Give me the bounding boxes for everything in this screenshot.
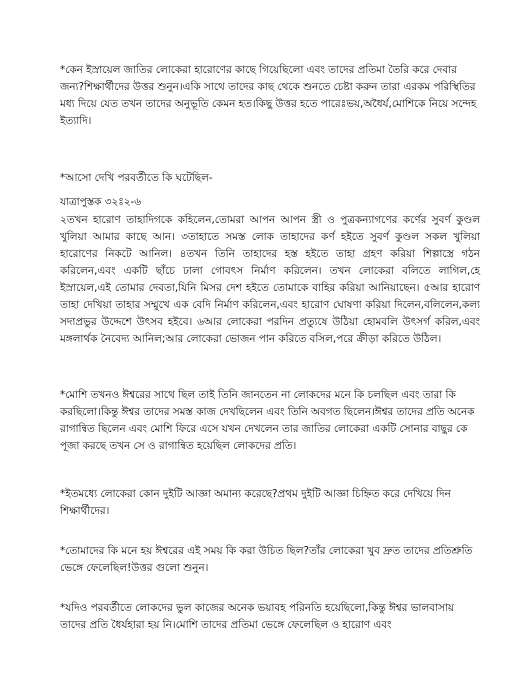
paragraph-commandments-broken: *ইতমধ্যে লোকেরা কোন দুইটি আজ্ঞা অমান্য করেছে?প্রথম দুইটি আজ্ঞা চিহ্নিত করে দেখিয়ে দিন শিক্ষার্থীদের। bbox=[60, 488, 451, 517]
scripture-passage: ২তখন হারোণ তাহাদিগকে কহিলেন,তোমরা আপন আপন স্ত্রী ও পুত্রকন্যাগণের কর্ণের সুবর্ণ কুণ্ডল খুলিয়া আমার কাছে আন। ৩তাহাতে সমস্ত লোক তাহাদের কর্ণ হইতে সুবর্ণ কুণ্ডল সকল খুলিয়া হারোণের নিকটে আনিল। ৪তখন তিনি তাহাদের হস্ত হইতে তাহা গ্রহণ করিয়া শিল্পাস্ত্রে গঠন করিলেন,এবং একটি ছাঁচে ঢালা গোবৎস নির্মাণ করিলেন। তখন লোকেরা বলিতে লাগিল,হে ইস্রায়েল,এই তোমার দেবতা,যিনি মিসর দেশ হইতে তোমাকে বাহির করিয়া আনিয়াছেন। ৫আর হারোণ তাহা দেখিয়া তাহার সম্মুখে এক বেদি নির্মাণ করিলেন,এবং হারোণ ঘোষণা করিয়া দিলেন,বলিলেন,কল্য সদাপ্রভুর উদ্দেশে উৎসব হইবে। ৬আর লোকেরা পরদিন প্রত্যুষে উঠিয়া হোমবলি উৎসর্গ করিল,এবং মঙ্গলার্থক নৈবেদ্য আনিল;আর লোকেরা ভোজন পান করিতে বসিল,পরে ক্রীড়া করিতে উঠিল। bbox=[60, 214, 480, 345]
scripture-reference: যাত্রাপুস্তক ৩২ঃ২-৬ bbox=[60, 196, 142, 208]
paragraph-moses-with-god: *মোশি তখনও ঈশ্বরের সাথে ছিল তাই তিনি জানতেন না লোকদের মনে কি চলছিল এবং তারা কি করছিলো।কিন্তু ঈশ্বর তাদের সমস্ত কাজ দেখছিলেন এবং তিনি অবগত ছিলেন।ঈশ্বর তাদের প্রতি অনেক রাগান্বিত ছিলেন এবং মোশি ফিরে এসে যখন দেখলেন তার জাতির লোকেরা একটি সোনার বাছুর কে পূজা করছে তখন সে ও রাগান্বিত হয়েছিল লোকদের প্রতি। bbox=[60, 389, 475, 452]
paragraph-what-happened-next: *আসো দেখি পরবর্তীতে কি ঘটেছিল- bbox=[60, 172, 213, 184]
paragraph-question-aaron: *কেন ইস্রায়েল জাতির লোকেরা হারোণের কাছে গিয়েছিলো এবং তাদের প্রতিমা তৈরি করে দেবার জন্য?শিক্ষার্থীদের উত্তর শুনুন।একি সাথে তাদের কাছ থেকে শুনতে চেষ্টা করুন তারা এরকম পরিস্থিতির মধ্য দিয়ে যেত তখন তাদের অনুভূতি কেমন হত।কিছু উত্তর হতে পারেঃভয়,অধৈর্য,মোশিকে নিয়ে সন্দেহ ইত্যাদি। bbox=[60, 64, 477, 127]
paragraph-consequences: *যদিও পরবর্তীতে লোকদের ভুল কাজের অনেক ভয়াবহ পরিনতি হয়েছিলো,কিন্তু ঈশ্বর ভালবাসায় তাদের প্রতি ধৈর্যহারা হয় নি।মোশি তাদের প্রতিমা ভেঙ্গে ফেলেছিল ও হারোণ এবং bbox=[60, 602, 454, 631]
paragraph-what-should-god-do: *তোমাদের কি মনে হয় ঈশ্বরের এই সময় কি করা উচিত ছিল?তাঁর লোকেরা খুব দ্রুত তাদের প্রতিশ্রুতি ভেঙ্গে ফেলেছিল!উত্তর গুলো শুনুন। bbox=[60, 545, 473, 574]
